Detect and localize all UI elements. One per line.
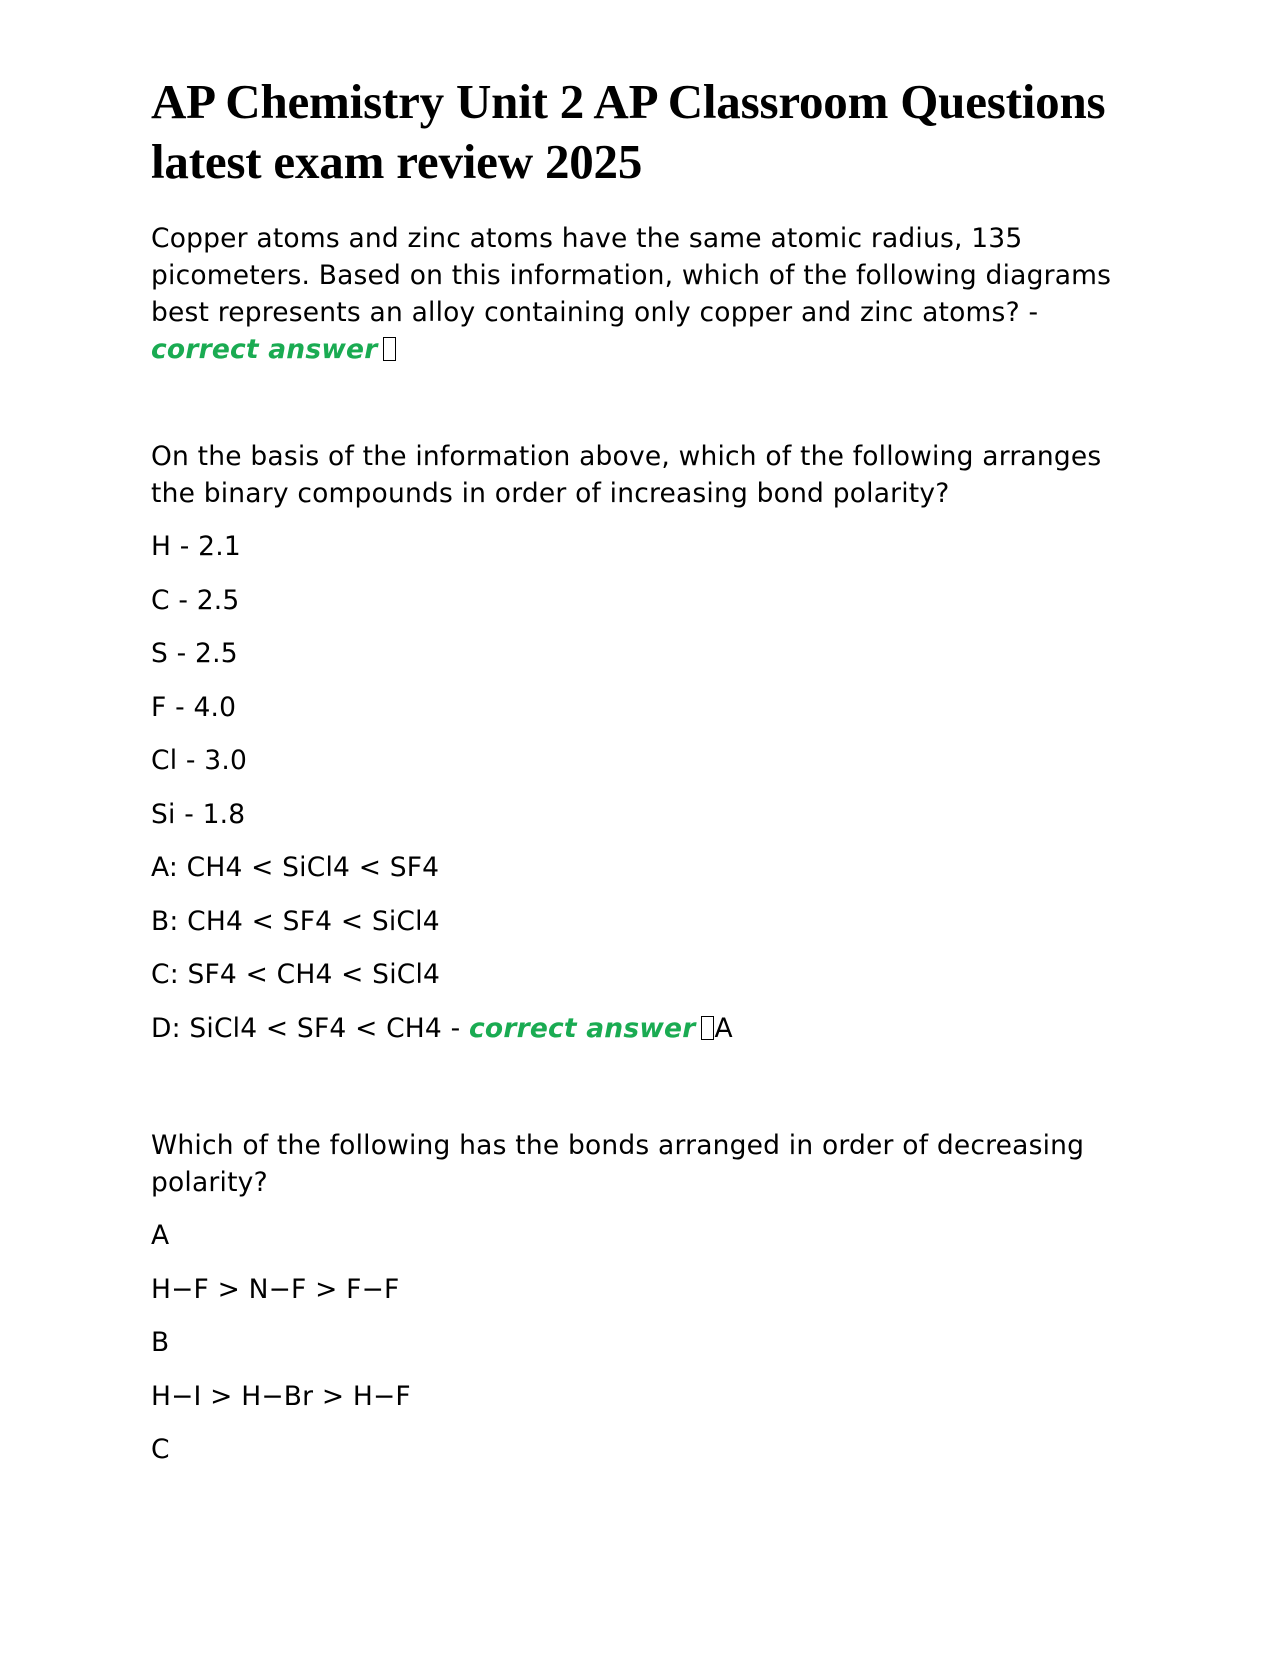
- correct-answer-label: correct answer: [151, 334, 378, 365]
- question-3: Which of the following has the bonds arranged in order of decreasing polarity?: [151, 1130, 1085, 1198]
- spacer: [151, 1063, 1141, 1127]
- question-1: [151, 220, 1141, 368]
- missing-glyph-icon: [383, 337, 396, 361]
- list-item: F - 4.0: [151, 691, 237, 723]
- spacer: [151, 368, 1141, 438]
- question-2: On the basis of the information above, which of the following arranges the binary compounds in order of increasing bond polarity?: [151, 441, 1102, 509]
- correct-answer-label: correct answer: [469, 1012, 696, 1044]
- spacer: [151, 512, 1141, 528]
- list-item: C - 2.5: [151, 584, 240, 616]
- list-item: H−I > H−Br > H−F: [151, 1380, 411, 1412]
- list-item: H−F > N−F > F−F: [151, 1273, 400, 1305]
- question-1-text: Copper atoms and zinc atoms have the same atomic radius, 135 picometers. Based on this information, which of the following diagrams best represents an alloy containing only copper and zinc atoms? -: [151, 223, 1112, 328]
- list-item: A: [151, 1220, 170, 1251]
- list-item: H - 2.1: [151, 531, 241, 562]
- list-item: Cl - 3.0: [151, 745, 248, 776]
- missing-glyph-icon: [701, 1016, 714, 1040]
- list-item: S - 2.5: [151, 638, 238, 669]
- list-item: C: [151, 1434, 170, 1465]
- document-page: [151, 72, 1141, 1485]
- list-item: B: [151, 1327, 170, 1358]
- document-title: AP Chemistry Unit 2 AP Classroom Questions latest exam review 2025: [151, 74, 1106, 189]
- option-d-text: D: SiCl4 < SF4 < CH4 -: [151, 1012, 469, 1044]
- spacer: [151, 1201, 1141, 1217]
- list-item-answer: [151, 1010, 1141, 1047]
- list-item: B: CH4 < SF4 < SiCl4: [151, 905, 440, 937]
- list-item: Si - 1.8: [151, 798, 246, 830]
- answer-value: A: [714, 1012, 733, 1044]
- list-item: A: CH4 < SiCl4 < SF4: [151, 852, 440, 883]
- list-item: C: SF4 < CH4 < SiCl4: [151, 959, 441, 990]
